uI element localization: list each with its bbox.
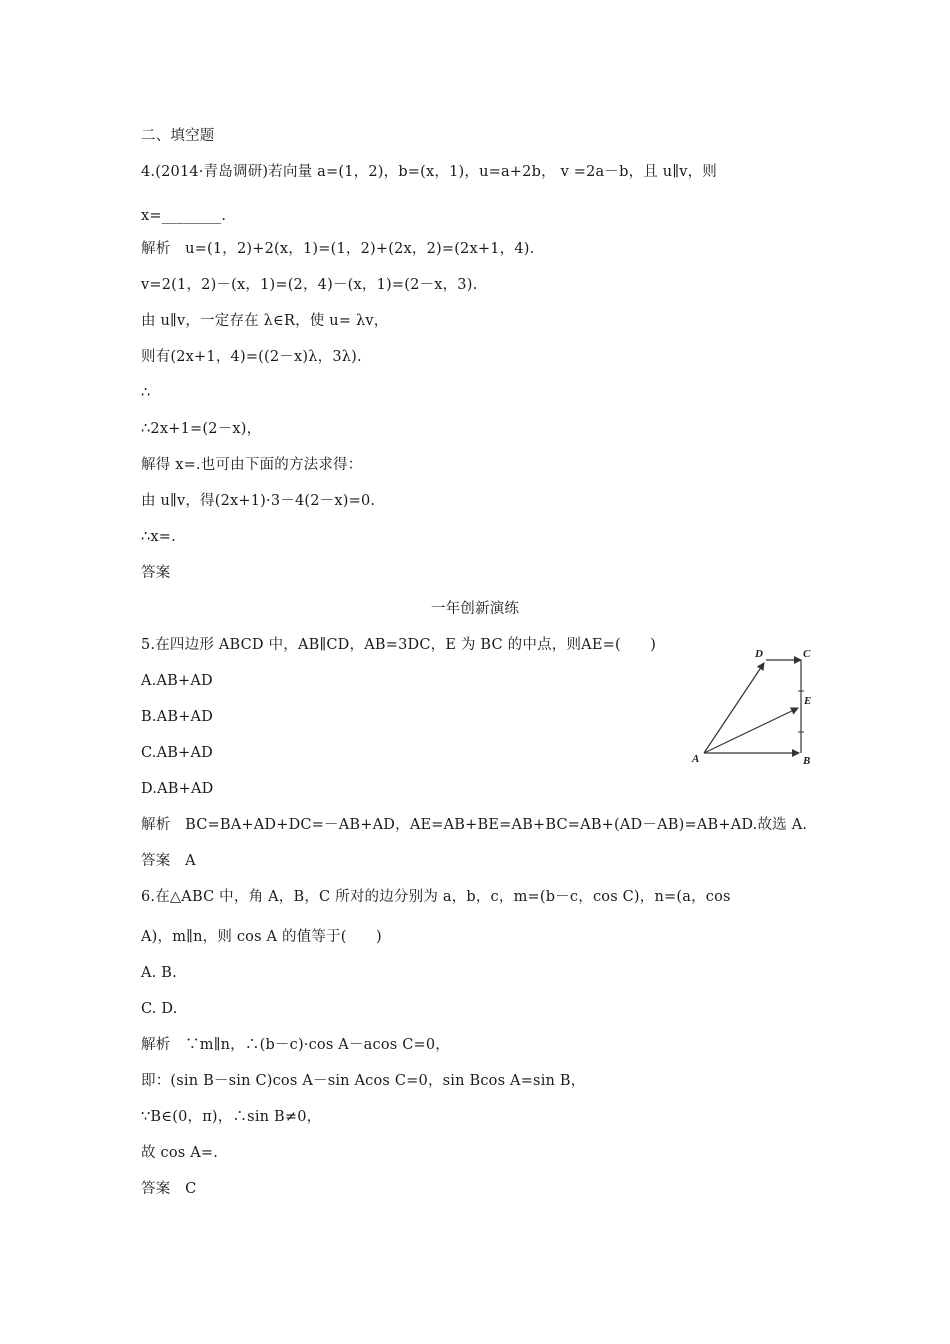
problem-4-blank: x=________. [141, 208, 227, 224]
problem-6-stem-2: A)，m∥n，则 cos A 的值等于( ) [141, 929, 382, 945]
answer-4: 答案 [141, 565, 171, 581]
answer-6: 答案 C [141, 1181, 197, 1197]
label-b: B [803, 755, 811, 767]
label-a: A [692, 753, 700, 765]
options-6-cd: C. D. [141, 1001, 178, 1017]
label-d: D [755, 648, 763, 660]
solution-6-line-3: ∵B∈(0，π)，∴sin B≠0， [141, 1109, 322, 1125]
solution-4-line-7: 解得 x=.也可由下面的方法求得： [141, 457, 363, 473]
problem-4-stem: 4.(2014·青岛调研)若向量 a=(1，2)，b=(x，1)，u=a+2b， v =2a－b，且 u∥v，则 [141, 164, 718, 180]
option-5d: D.AB+AD [141, 781, 214, 797]
section-heading: 二、填空题 [141, 128, 215, 144]
solution-6-line-2: 即：(sin B－sin C)cos A－sin Acos C=0，sin Bcos A=sin B， [141, 1073, 586, 1089]
quadrilateral-figure [688, 644, 818, 772]
solution-6-line-1: 解析 ∵m∥n，∴(b－c)·cos A－acos C=0， [141, 1037, 450, 1053]
option-5b: B.AB+AD [141, 709, 214, 725]
option-5a: A.AB+AD [141, 673, 213, 689]
label-e: E [804, 695, 812, 707]
vector-ae [704, 708, 798, 753]
label-c: C [803, 648, 811, 660]
solution-4-line-1: 解析 u=(1，2)+2(x，1)=(1，2)+(2x，2)=(2x+1，4). [141, 241, 535, 257]
vector-ad [704, 663, 764, 753]
solution-4-line-5: ∴ [141, 385, 151, 401]
answer-5: 答案 A [141, 853, 196, 869]
problem-6-stem-1: 6.在△ABC 中，角 A，B，C 所对的边分别为 a，b，c，m=(b－c，cos C)，n=(a，cos [141, 889, 731, 905]
solution-4-line-9: ∴x=. [141, 529, 176, 545]
solution-4-line-8: 由 u∥v，得(2x+1)·3－4(2－x)=0. [141, 493, 376, 509]
solution-4-line-4: 则有(2x+1，4)=((2－x)λ，3λ). [141, 349, 362, 365]
solution-6-line-4: 故 cos A=. [141, 1145, 219, 1161]
solution-4-line-2: v=2(1，2)－(x，1)=(2，4)－(x，1)=(2－x，3). [141, 277, 478, 293]
solution-4-line-6: ∴2x+1=(2－x)， [141, 421, 262, 437]
solution-5: 解析 BC=BA+AD+DC=－AB+AD，AE=AB+BE=AB+BC=AB+(AD－AB)=AB+AD.故选 A. [141, 817, 808, 833]
section-title: 一年创新演练 [430, 601, 520, 617]
option-5c: C.AB+AD [141, 745, 213, 761]
problem-5-stem: 5.在四边形 ABCD 中，AB∥CD，AB=3DC，E 为 BC 的中点，则AE=( ) [141, 637, 657, 653]
options-6-ab: A. B. [141, 965, 177, 981]
solution-4-line-3: 由 u∥v，一定存在 λ∈R，使 u= λv， [141, 313, 389, 329]
